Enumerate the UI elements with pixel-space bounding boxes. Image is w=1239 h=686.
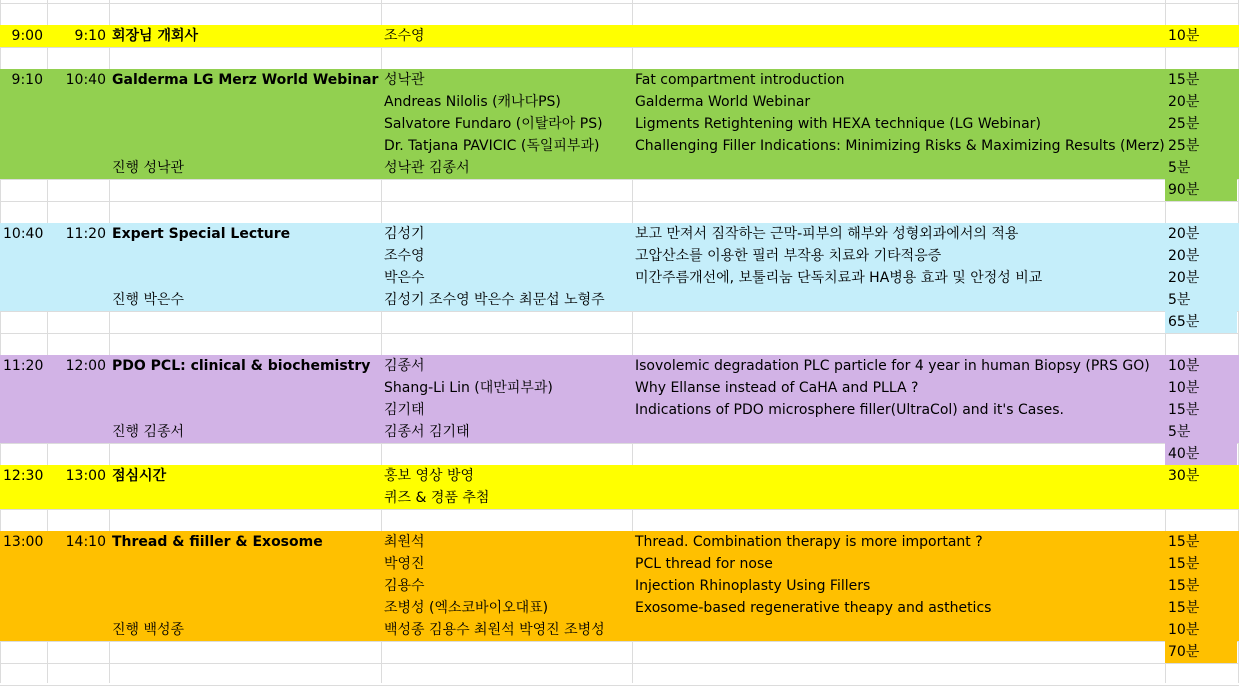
duration-cell[interactable] [1165,47,1237,69]
duration-cell[interactable]: 10분 [1168,358,1200,374]
speaker-cell[interactable]: 김기태 [384,402,425,418]
end-time-cell[interactable]: 9:10 [74,28,106,44]
schedule-row [0,487,1239,509]
start-time-cell[interactable] [0,157,47,179]
topic-cell[interactable]: Challenging Filler Indications: Minimizing Risks & Maximizing Results (Merz) [635,138,1165,154]
schedule-row [0,575,1239,597]
duration-cell[interactable] [1165,333,1237,355]
start-time-cell[interactable] [0,487,47,509]
schedule-row [0,443,1239,465]
speaker-cell[interactable]: 성낙관 김종서 [384,160,470,176]
session-cell[interactable] [109,47,381,69]
duration-cell[interactable]: 90분 [1168,182,1200,198]
start-time-cell[interactable] [0,289,47,311]
duration-cell[interactable]: 15분 [1168,534,1200,550]
session-cell[interactable] [109,201,381,223]
speaker-cell[interactable] [381,47,632,69]
end-time-cell[interactable] [47,399,109,421]
start-time-cell[interactable] [0,443,47,465]
session-cell[interactable] [109,333,381,355]
topic-cell[interactable] [632,3,1165,25]
schedule-row [0,333,1239,355]
start-time-cell[interactable] [0,641,47,663]
schedule-row [0,3,1239,25]
start-time-cell[interactable] [0,179,47,201]
speaker-cell[interactable]: 김성기 조수영 박은수 최문섭 노형주 [384,292,605,308]
speaker-cell[interactable]: 조수영 [384,248,425,264]
schedule-row [0,245,1239,267]
duration-cell[interactable]: 15분 [1168,72,1200,88]
duration-cell[interactable]: 5분 [1168,160,1191,176]
duration-cell[interactable]: 30분 [1168,468,1200,484]
end-time-cell[interactable] [47,553,109,575]
session-cell[interactable]: Thread & fiiller & Exosome [112,534,323,550]
session-cell[interactable] [109,399,381,421]
topic-cell[interactable]: Fat compartment introduction [635,72,845,88]
session-cell[interactable]: Expert Special Lecture [112,226,291,242]
speaker-cell[interactable] [381,3,632,25]
schedule-row [0,421,1239,443]
start-time-cell[interactable] [0,267,47,289]
speaker-cell[interactable]: 최원석 [384,534,425,550]
session-cell[interactable] [109,509,381,531]
schedule-row [0,69,1239,91]
speaker-cell[interactable] [381,443,632,465]
topic-cell[interactable] [632,509,1165,531]
schedule-row [0,113,1239,135]
topic-cell[interactable]: Indications of PDO microsphere filler(UltraCol) and it's Cases. [635,402,1064,418]
grid-row-line [0,663,1239,664]
end-time-cell[interactable] [47,443,109,465]
start-time-cell[interactable] [0,509,47,531]
topic-cell[interactable] [632,201,1165,223]
schedule-row [0,553,1239,575]
session-cell[interactable] [109,91,381,113]
start-time-cell[interactable] [0,113,47,135]
session-cell[interactable] [109,377,381,399]
duration-cell[interactable] [1165,3,1237,25]
start-time-cell[interactable] [0,575,47,597]
duration-cell[interactable]: 25분 [1168,138,1200,154]
schedule-row [0,355,1239,377]
schedule-row [0,25,1239,47]
duration-cell[interactable]: 5분 [1168,292,1191,308]
schedule-row [0,223,1239,245]
session-cell[interactable] [109,311,381,333]
end-time-cell[interactable] [47,377,109,399]
duration-cell[interactable] [1165,509,1237,531]
end-time-cell[interactable] [47,179,109,201]
schedule-row [0,179,1239,201]
end-time-cell[interactable] [47,3,109,25]
start-time-cell[interactable] [0,399,47,421]
topic-cell[interactable] [632,333,1165,355]
end-time-cell[interactable] [47,597,109,619]
duration-cell[interactable]: 65분 [1168,314,1200,330]
end-time-cell[interactable]: 12:00 [65,358,106,374]
topic-cell[interactable]: PCL thread for nose [635,556,773,572]
schedule-row [0,597,1239,619]
schedule-row [0,135,1239,157]
speaker-cell[interactable] [381,509,632,531]
start-time-cell[interactable] [0,47,47,69]
speaker-cell[interactable] [381,179,632,201]
end-time-cell[interactable] [47,91,109,113]
session-cell[interactable]: 진행 백성종 [112,622,185,638]
end-time-cell[interactable] [47,619,109,641]
duration-cell[interactable]: 10분 [1168,380,1200,396]
topic-cell[interactable]: Why Ellanse instead of CaHA and PLLA ? [635,380,919,396]
duration-cell[interactable]: 15분 [1168,556,1200,572]
speaker-cell[interactable] [381,333,632,355]
duration-cell[interactable]: 10분 [1168,28,1200,44]
topic-cell[interactable]: Ligments Retightening with HEXA technique (LG Webinar) [635,116,1041,132]
speaker-cell[interactable]: 조병성 (엑소코바이오대표) [384,600,549,616]
duration-cell[interactable]: 20분 [1168,94,1200,110]
topic-cell[interactable] [632,289,1165,311]
schedule-row [0,267,1239,289]
topic-cell[interactable] [632,487,1165,509]
topic-cell[interactable] [632,311,1165,333]
duration-cell[interactable]: 25분 [1168,116,1200,132]
session-cell[interactable] [109,113,381,135]
duration-cell[interactable]: 70분 [1168,644,1200,660]
session-cell[interactable]: PDO PCL: clinical & biochemistry [112,358,371,374]
end-time-cell[interactable]: 14:10 [65,534,106,550]
duration-cell[interactable]: 5분 [1168,424,1191,440]
speaker-cell[interactable]: 박영진 [384,556,425,572]
schedule-row [0,531,1239,553]
session-cell[interactable] [109,487,381,509]
session-cell[interactable]: 진행 김종서 [112,424,185,440]
speaker-cell[interactable]: Salvatore Fundaro (이탈라아 PS) [384,116,603,132]
end-time-cell[interactable]: 11:20 [65,226,106,242]
speaker-cell[interactable]: 김용수 [384,578,425,594]
start-time-cell[interactable] [0,333,47,355]
schedule-row [0,509,1239,531]
topic-cell[interactable] [632,465,1165,487]
topic-cell[interactable]: Thread. Combination therapy is more important ? [635,534,983,550]
topic-cell[interactable]: Exosome-based regenerative theapy and asthetics [635,600,992,616]
schedule-row [0,641,1239,663]
duration-cell[interactable]: 20분 [1168,270,1200,286]
topic-cell[interactable] [632,641,1165,663]
speaker-cell[interactable] [381,311,632,333]
schedule-row [0,47,1239,69]
schedule-row [0,311,1239,333]
end-time-cell[interactable] [47,333,109,355]
session-cell[interactable] [109,553,381,575]
start-time-cell[interactable]: 11:20 [3,358,44,374]
speaker-cell[interactable]: 홍보 영상 방영 [384,468,475,484]
session-cell[interactable] [109,3,381,25]
session-cell[interactable]: 진행 박은수 [112,292,185,308]
speaker-cell[interactable]: Dr. Tatjana PAVICIC (독일피부과) [384,138,600,154]
schedule-row [0,201,1239,223]
end-time-cell[interactable] [47,135,109,157]
topic-cell[interactable] [632,25,1165,47]
schedule-row [0,465,1239,487]
start-time-cell[interactable]: 13:00 [3,534,44,550]
duration-cell[interactable]: 10분 [1168,622,1200,638]
duration-cell[interactable]: 15분 [1168,578,1200,594]
end-time-cell[interactable] [47,509,109,531]
duration-cell[interactable]: 20분 [1168,226,1200,242]
start-time-cell[interactable] [0,135,47,157]
topic-cell[interactable]: 미간주름개선에, 보툴리눔 단독치료과 HA병용 효과 및 안정성 비교 [635,270,1043,286]
session-cell[interactable]: 회장님 개회사 [112,28,199,44]
schedule-row [0,377,1239,399]
end-time-cell[interactable] [47,267,109,289]
topic-cell[interactable] [632,47,1165,69]
start-time-cell[interactable] [0,619,47,641]
duration-cell[interactable]: 15분 [1168,402,1200,418]
schedule-row [0,157,1239,179]
topic-cell[interactable]: Isovolemic degradation PLC particle for 4 year in human Biopsy (PRS GO) [635,358,1150,374]
speaker-cell[interactable]: 백성종 김용수 최원석 박영진 조병성 [384,622,605,638]
end-time-cell[interactable] [47,157,109,179]
end-time-cell[interactable] [47,201,109,223]
speaker-cell[interactable]: 성낙관 [384,72,425,88]
start-time-cell[interactable] [0,553,47,575]
session-cell[interactable] [109,135,381,157]
start-time-cell[interactable] [0,421,47,443]
session-cell[interactable] [109,575,381,597]
duration-cell[interactable]: 40분 [1168,446,1200,462]
end-time-cell[interactable] [47,575,109,597]
schedule-row [0,289,1239,311]
speaker-cell[interactable]: 김성기 [384,226,425,242]
start-time-cell[interactable]: 9:10 [11,72,43,88]
start-time-cell[interactable]: 9:00 [11,28,43,44]
start-time-cell[interactable] [0,3,47,25]
session-cell[interactable]: 점심시간 [112,468,167,484]
speaker-cell[interactable] [381,641,632,663]
start-time-cell[interactable] [0,245,47,267]
speaker-cell[interactable]: Shang-Li Lin (대만피부과) [384,380,553,396]
topic-cell[interactable] [632,619,1165,641]
topic-cell[interactable]: 고압산소를 이용한 필러 부작용 치료와 기타적응증 [635,248,942,264]
end-time-cell[interactable] [47,421,109,443]
end-time-cell[interactable] [47,47,109,69]
end-time-cell[interactable]: 10:40 [65,72,106,88]
start-time-cell[interactable] [0,91,47,113]
speaker-cell[interactable]: 퀴즈 & 경품 추첨 [384,490,490,506]
speaker-cell[interactable]: 박은수 [384,270,425,286]
end-time-cell[interactable] [47,113,109,135]
duration-cell[interactable] [1165,201,1237,223]
topic-cell[interactable] [632,157,1165,179]
speaker-cell[interactable]: Andreas Nilolis (캐나다PS) [384,94,561,110]
start-time-cell[interactable] [0,377,47,399]
session-cell[interactable] [109,179,381,201]
duration-cell[interactable]: 20분 [1168,248,1200,264]
start-time-cell[interactable]: 12:30 [3,468,44,484]
end-time-cell[interactable] [47,245,109,267]
end-time-cell[interactable] [47,641,109,663]
speaker-cell[interactable] [381,201,632,223]
schedule-row [0,91,1239,113]
start-time-cell[interactable] [0,597,47,619]
session-cell[interactable] [109,245,381,267]
session-cell[interactable] [109,597,381,619]
topic-cell[interactable]: Galderma World Webinar [635,94,811,110]
start-time-cell[interactable]: 10:40 [3,226,44,242]
speaker-cell[interactable]: 조수영 [384,28,425,44]
session-cell[interactable] [109,267,381,289]
session-cell[interactable]: 진행 성낙관 [112,160,185,176]
end-time-cell[interactable]: 13:00 [65,468,106,484]
end-time-cell[interactable] [47,311,109,333]
speaker-cell[interactable]: 김종서 김기태 [384,424,470,440]
topic-cell[interactable] [632,443,1165,465]
start-time-cell[interactable] [0,201,47,223]
topic-cell[interactable] [632,421,1165,443]
session-cell[interactable] [109,443,381,465]
schedule-row [0,399,1239,421]
duration-cell[interactable]: 15분 [1168,600,1200,616]
topic-cell[interactable]: 보고 만져서 짐작하는 근막-피부의 해부와 성형외과에서의 적용 [635,226,1019,242]
end-time-cell[interactable] [47,487,109,509]
topic-cell[interactable]: Injection Rhinoplasty Using Fillers [635,578,871,594]
start-time-cell[interactable] [0,311,47,333]
duration-cell[interactable] [1165,487,1237,509]
session-cell[interactable]: Galderma LG Merz World Webinar [112,72,379,88]
topic-cell[interactable] [632,179,1165,201]
session-cell[interactable] [109,641,381,663]
schedule-row [0,619,1239,641]
end-time-cell[interactable] [47,289,109,311]
speaker-cell[interactable]: 김종서 [384,358,425,374]
